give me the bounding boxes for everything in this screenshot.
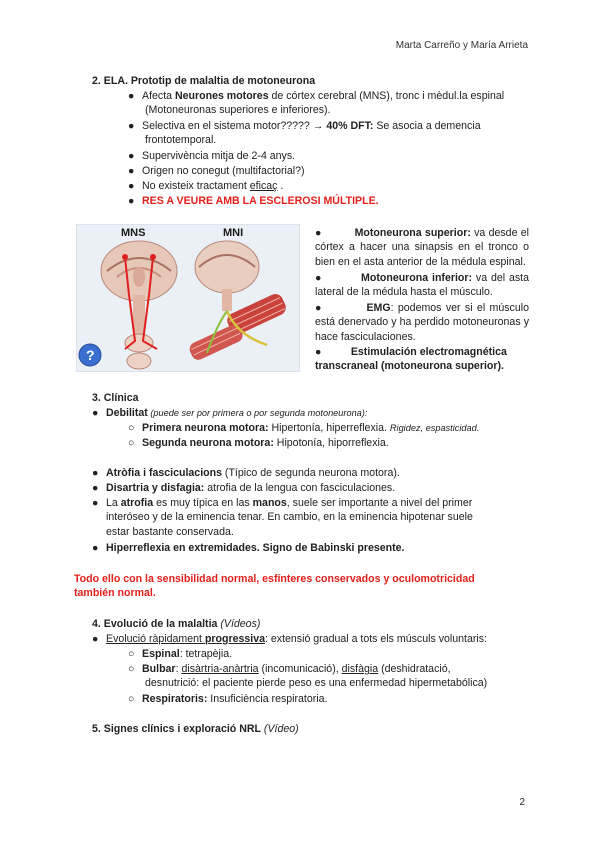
s3-hiperreflexia: ● Hiperreflexia en extremidades. Signo de Babinski presente.	[92, 542, 405, 554]
side-upper-motoneuron: ● Motoneurona superior: va desde el córtex a hacer una sinapsis en el tronco o bien en el asta anterior de la médula espinal.	[315, 227, 529, 268]
section-2-title: 2. ELA. Prototip de malaltia de motoneurona	[92, 75, 316, 87]
s3-atrofia-manos: ● La atrofia es muy típica en las manos, suele ser importante a nivel del primer	[92, 497, 473, 509]
s4-bulbar-cont: desnutrició: el paciente pierde peso es una enfermedad hipermetabólica)	[145, 677, 488, 689]
motoneuron-illustration	[77, 225, 299, 371]
s3-atrofia-manos-cont-1: interóseo y de la eminencia tenar. En cambio, en la eminencia hipotenar suele	[106, 511, 473, 523]
figure-label-mns: MNS	[121, 227, 146, 239]
header-authors: Marta Carreño y María Arrieta	[395, 40, 528, 51]
s2-bullet-2: ● Selectiva en el sistema motor????? → 40% DFT: Se asocia a demencia	[128, 120, 481, 132]
motoneuron-figure	[76, 224, 300, 372]
s4-bulbar: ○ Bulbar: disàrtria-anàrtria (incomunicació), disfàgia (deshidratació,	[128, 663, 451, 675]
note-line-1: Todo ello con la sensibilidad normal, esfínteres conservados y oculomotricidad	[74, 573, 475, 585]
s4-espinal: ○ Espinal: tetrapèjia.	[128, 648, 233, 660]
s3-debilitat: ● Debilitat (puede ser por primera o por segunda motoneurona):	[92, 407, 368, 419]
note-line-2: también normal.	[74, 587, 156, 599]
figure-label-mni: MNI	[223, 227, 244, 239]
s2-bullet-5: ● No existeix tractament eficaç .	[128, 180, 284, 192]
s2-bullet-2-cont: frontotemporal.	[145, 134, 217, 146]
bullet-glyph: ●	[128, 90, 135, 102]
s3-segunda-neurona: ○ Segunda neurona motora: Hipotonía, hiporreflexia.	[128, 437, 389, 449]
s3-atrofia-manos-cont-2: estar bastante conservada.	[106, 526, 234, 538]
s3-disartria: ● Disartria y disfagia: atrofia de la lengua con fasciculaciones.	[92, 482, 396, 494]
s3-atrofia: ● Atròfia i fasciculacions (Típico de segunda neurona motora).	[92, 467, 400, 479]
s2-bullet-1-cont: (Motoneuronas superiores e inferiores).	[145, 104, 331, 116]
section-3-title: 3. Clínica	[92, 392, 139, 404]
s4-respiratoris: ○ Respiratoris: Insuficiència respiratoria.	[128, 693, 328, 705]
help-icon-glyph: ?	[86, 347, 95, 363]
section-5-title: 5. Signes clínics i exploració NRL (Vídeo)	[92, 723, 299, 735]
section-4-title: 4. Evolució de la malaltia (Vídeos)	[92, 618, 261, 630]
s2-bullet-3: ● Supervivència mitja de 2-4 anys.	[128, 150, 296, 162]
s2-bullet-4: ● Origen no conegut (multifactorial?)	[128, 165, 305, 177]
s2-bullet-6: ● RES A VEURE AMB LA ESCLEROSI MÚLTIPLE.	[128, 195, 379, 207]
side-emg: ● EMG: podemos ver si el músculo está denervado y ha perdido motoneuronas y hace fasciculaciones.	[315, 302, 529, 343]
s2-bullet-1: ● Afecta Neurones motores de córtex cerebral (MNS), tronc i mèdul.la espinal	[128, 90, 505, 102]
s4-evolucio: ● Evolució ràpidament progressiva: extensió gradual a tots els músculs voluntaris:	[92, 633, 487, 645]
side-stimulation: ● Estimulación electromagnética transcraneal (motoneurona superior).	[315, 346, 507, 373]
s3-primera-neurona: ○ Primera neurona motora: Hipertonía, hiperreflexia. Rigidez, espasticidad.	[128, 422, 480, 434]
side-lower-motoneuron: ● Motoneurona inferior: va del asta lateral de la médula hasta el músculo.	[315, 272, 529, 299]
page-number: 2	[519, 797, 525, 808]
